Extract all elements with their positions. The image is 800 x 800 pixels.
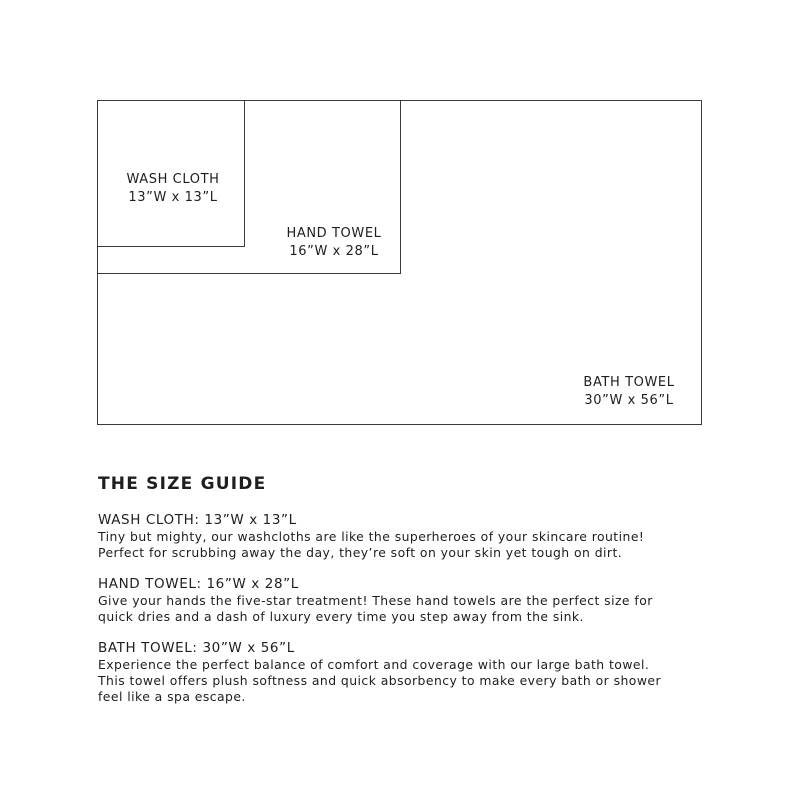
- guide-title: THE SIZE GUIDE: [98, 474, 267, 494]
- bath-towel-heading: BATH TOWEL: 30”W x 56”L: [98, 640, 295, 656]
- bath-towel-name: BATH TOWEL: [583, 375, 675, 390]
- wash-cloth-description: Tiny but mighty, our washcloths are like the superheroes of your skincare routine! Perfect for scrubbing away the day, they’re soft on your skin yet tough on dirt.: [98, 529, 645, 560]
- guide-section-bath-towel: [98, 639, 708, 705]
- guide-section-wash-cloth: [98, 511, 708, 561]
- wash-cloth-name: WASH CLOTH: [126, 172, 220, 187]
- bath-towel-description: Experience the perfect balance of comfort and coverage with our large bath towel. This towel offers plush softness and quick absorbency to make every bath or shower feel like a spa escape.: [98, 657, 662, 704]
- hand-towel-label: [260, 225, 408, 261]
- guide-section-hand-towel: [98, 575, 708, 625]
- hand-towel-size: 16”W x 28”L: [289, 244, 379, 259]
- hand-towel-heading: HAND TOWEL: 16”W x 28”L: [98, 576, 299, 592]
- size-guide: [98, 472, 708, 719]
- bath-towel-label: [555, 374, 703, 410]
- wash-cloth-heading: WASH CLOTH: 13”W x 13”L: [98, 512, 297, 528]
- bath-towel-size: 30”W x 56”L: [584, 393, 674, 408]
- hand-towel-name: HAND TOWEL: [286, 226, 382, 241]
- wash-cloth-size: 13”W x 13”L: [128, 190, 218, 205]
- hand-towel-description: Give your hands the five-star treatment! These hand towels are the perfect size for quick dries and a dash of luxury every time you step away from the sink.: [98, 593, 653, 624]
- wash-cloth-label: [97, 171, 249, 207]
